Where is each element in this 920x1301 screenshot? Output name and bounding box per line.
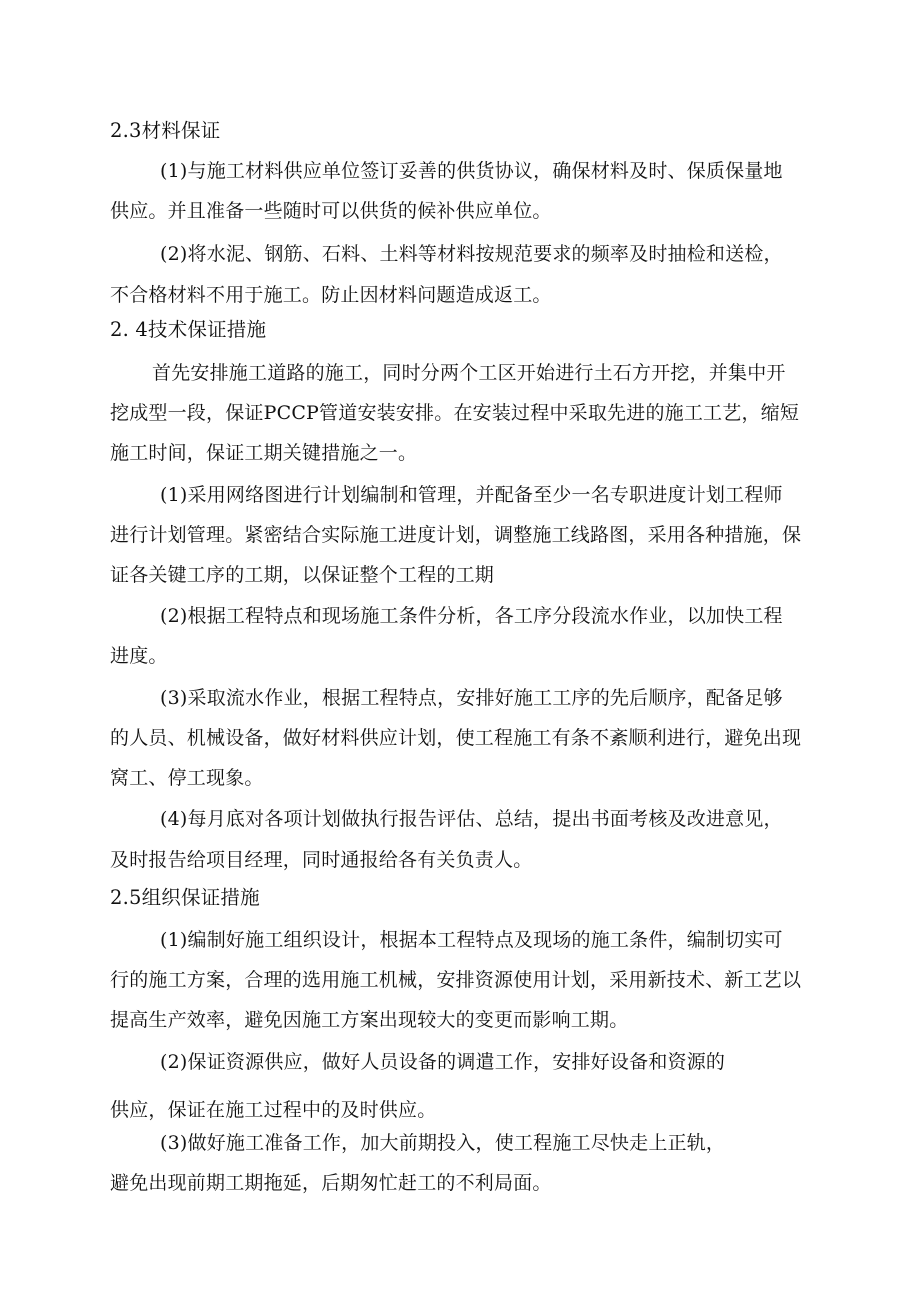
paragraph-line: (1)编制好施工组织设计，根据本工程特点及现场的施工条件，编制切实可	[160, 929, 783, 951]
paragraph-line: (2)根据工程特点和现场施工条件分析，各工序分段流水作业，以加快工程	[160, 605, 783, 627]
paragraph-line: 行的施工方案，合理的选用施工机械，安排资源使用计划，采用新技术、新工艺以	[110, 969, 802, 991]
paragraph-line: 提高生产效率，避免因施工方案出现较大的变更而影响工期。	[110, 1009, 629, 1031]
paragraph-line: (2)保证资源供应，做好人员设备的调遣工作，安排好设备和资源的	[160, 1051, 726, 1073]
paragraph-line: (4)每月底对各项计划做执行报告评估、总结，提出书面考核及改进意见，	[160, 808, 783, 830]
paragraph-line: (1)与施工材料供应单位签订妥善的供货协议，确保材料及时、保质保量地	[160, 160, 783, 182]
section-heading: 2. 4技术保证措施	[110, 318, 267, 341]
paragraph-line: 避免出现前期工期拖延，后期匆忙赶工的不利局面。	[110, 1172, 552, 1194]
paragraph-line: 供应。并且准备一些随时可以供货的候补供应单位。	[110, 200, 552, 222]
paragraph-line: (1)采用网络图进行计划编制和管理，并配备至少一名专职进度计划工程师	[160, 484, 783, 506]
paragraph-line: (3)做好施工准备工作，加大前期投入，使工程施工尽快走上正轨，	[160, 1132, 726, 1154]
paragraph-line: 证各关键工序的工期，以保证整个工程的工期	[110, 564, 495, 586]
paragraph-line: 供应，保证在施工过程中的及时供应。	[110, 1099, 437, 1121]
paragraph-line: (3)采取流水作业，根据工程特点，安排好施工工序的先后顺序，配备足够	[160, 687, 783, 709]
section-heading: 2.3材料保证	[110, 119, 221, 142]
section-heading: 2.5组织保证措施	[110, 886, 260, 909]
paragraph-line: 挖成型一段，保证PCCP管道安装安排。在安装过程中采取先进的施工工艺，缩短	[110, 402, 800, 424]
paragraph-line: 施工时间，保证工期关键措施之一。	[110, 442, 418, 464]
paragraph-line: 进度。	[110, 645, 168, 667]
paragraph-line: 不合格材料不用于施工。防止因材料问题造成返工。	[110, 284, 552, 306]
paragraph-line: 首先安排施工道路的施工，同时分两个工区开始进行土石方开挖，并集中开	[152, 362, 786, 384]
paragraph-line: (2)将水泥、钢筋、石料、土料等材料按规范要求的频率及时抽检和送检，	[160, 243, 783, 265]
paragraph-line: 进行计划管理。紧密结合实际施工进度计划，调整施工线路图，采用各种措施，保	[110, 524, 802, 546]
paragraph-line: 及时报告给项目经理，同时通报给各有关负责人。	[110, 849, 533, 871]
paragraph-line: 的人员、机械设备，做好材料供应计划，使工程施工有条不紊顺利进行，避免出现	[110, 727, 802, 749]
paragraph-line: 窝工、停工现象。	[110, 767, 264, 789]
